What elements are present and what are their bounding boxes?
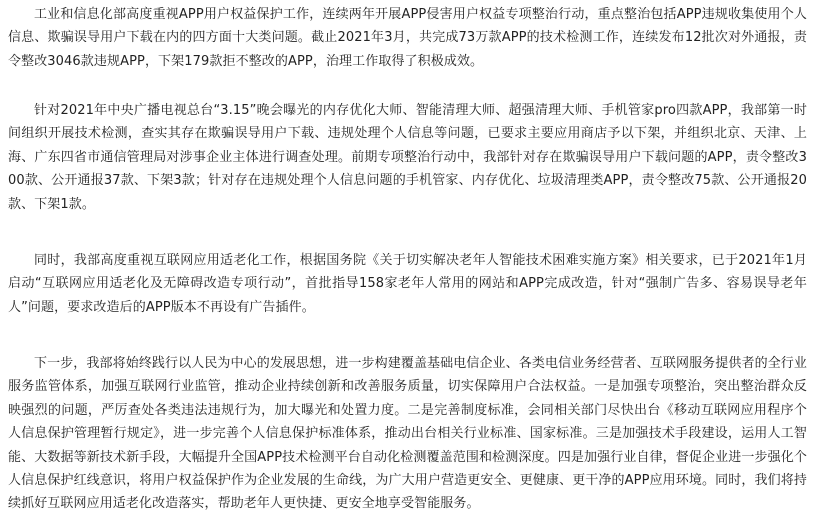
paragraph-3: 同时，我部高度重视互联网应用适老化工作，根据国务院《关于切实解决老年人智能技术困难实施方案》相关要求，已于2021年1月启动“互联网应用适老化及无障碍改造专项行动”，首批指导158家老年人常用的网站和APP完成改造，针对“强制广告多、容易误导老年人”问题，要求改造后的APP版本不再设有广告插件。 (8, 253, 807, 315)
paragraph-4: 下一步，我部将始终践行以人民为中心的发展思想，进一步构建覆盖基础电信企业、各类电信业务经营者、互联网服务提供者的全行业服务监管体系，加强互联网行业监管，推动企业持续创新和改善服务质量，切实保障用户合法权益。一是加强专项整治，突出整治群众反映强烈的问题，严厉查处各类违法违规行为，加大曝光和处置力度。二是完善制度标准，会同相关部门尽快出台《移动互联网应用程序个人信息保护管理暂行规定》，进一步完善个人信息保护标准体系，推动出台相关行业标准、国家标准。三是加强技术手段建设，运用人工智能、大数据等新技术新手段，大幅提升全国APP技术检测平台自动化检测覆盖范围和检测深度。四是加强行业自律，督促企业进一步强化个人信息保护红线意识，将用户权益保护作为企业发展的生命线，为广大用户营造更安全、更健康、更干净的APP应用环境。同时，我们将持续抓好互联网应用适老化改造落实，帮助老年人更快捷、更安全地享受智能服务。 (8, 356, 807, 512)
paragraph-1: 工业和信息化部高度重视APP用户权益保护工作，连续两年开展APP侵害用户权益专项整治行动，重点整治包括APP违规收集使用个人信息、欺骗误导用户下载在内的四方面十大类问题。截止2021年3月，共完成73万款APP的技术检测工作，连续发布12批次对外通报，责令整改3046款违规APP，下架179款拒不整改的APP，治理工作取得了积极成效。 (8, 7, 807, 69)
paragraph-2: 针对2021年中央广播电视总台“3.15”晚会曝光的内存优化大师、智能清理大师、超强清理大师、手机管家pro四款APP，我部第一时间组织开展技术检测，查实其存在欺骗误导用户下载、违规处理个人信息等问题，已要求主要应用商店予以下架，并组织北京、天津、上海、广东四省市通信管理局对涉事企业主体进行调查处理。前期专项整治行动中，我部针对存在欺骗误导用户下载问题的APP，责令整改300款、公开通报37款、下架3款；针对存在违规处理个人信息问题的手机管家、内存优化、垃圾清理类APP，责令整改75款、公开通报20款、下架1款。 (8, 103, 807, 212)
